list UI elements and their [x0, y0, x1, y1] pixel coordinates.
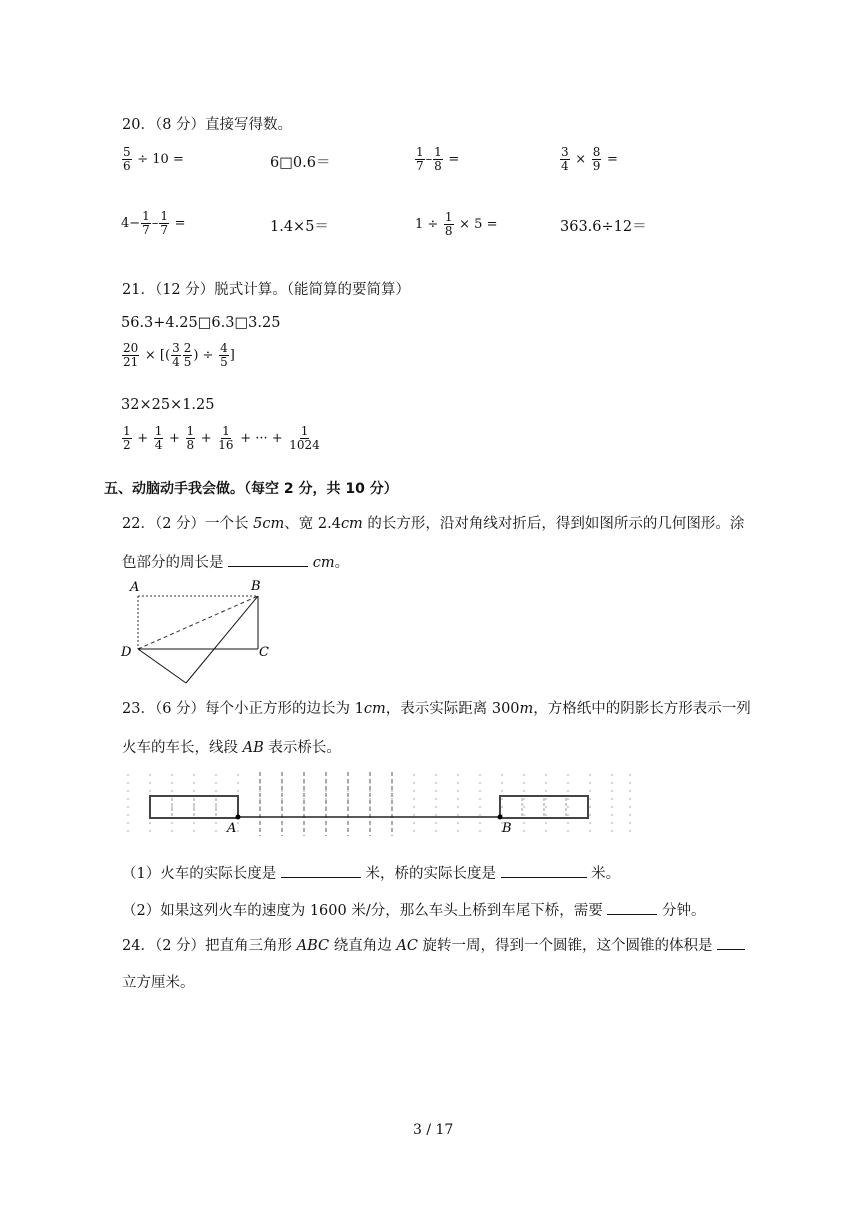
q20-heading: 20．（8 分）直接写得数。: [122, 117, 293, 133]
answer-blank[interactable]: [501, 877, 587, 878]
q21-expr-3: 32×25×1.25: [121, 397, 215, 413]
q20-r1-a: $\frac{5}{6}$ ÷ 10 =: [123, 145, 184, 173]
q20-r1-b: 6□0.6＝: [270, 155, 331, 171]
q20-r2-d: 363.6÷12＝: [560, 219, 647, 235]
section-heading: 五、动脑动手我会做。（每空 2 分，共 10 分）: [104, 481, 398, 497]
label-a: A: [227, 821, 237, 836]
answer-blank[interactable]: [281, 877, 361, 878]
q23-grid-figure: [118, 768, 638, 840]
q20-r1-d: $\frac{3}{4}$ × $\frac{8}{9}$ =: [561, 145, 618, 173]
q20-r1-c: $\frac{1}{7}$ – $\frac{1}{8}$ =: [416, 145, 460, 173]
q24-text-line1: 24．（2 分）把直角三角形 ABC 绕直角边 AC 旋转一周，得到一个圆锥，这个圆锥的体积是: [122, 934, 745, 955]
answer-blank[interactable]: [228, 566, 308, 567]
label-b: B: [251, 579, 261, 594]
label-a: A: [130, 580, 140, 595]
q21-expr-2: $\frac{20}{21}$ × [( $\frac{3}{4}$ $\frac{2}{5}$ ) ÷ $\frac{4}{5}$ ]: [123, 341, 235, 369]
q23-text-line2: 火车的车长，线段 AB 表示桥长。: [122, 740, 341, 756]
label-b: B: [502, 821, 512, 836]
answer-blank[interactable]: [607, 914, 657, 915]
q21-heading: 21．（12 分）脱式计算。（能简算的要简算）: [122, 282, 411, 298]
q21-expr-4: $\frac{1}{2}$ + $\frac{1}{4}$ + $\frac{1}{8}$ + $\frac{1}{16}$ + ··· + $\frac{1}{1024}$: [123, 424, 320, 452]
answer-blank[interactable]: [717, 949, 745, 950]
q22-figure: [118, 574, 278, 692]
q23-text-line1: 23．（6 分）每个小正方形的边长为 1cm，表示实际距离 300m，方格纸中的阴影长方形表示一列: [122, 701, 751, 717]
fraction: $\frac{5}{6}$: [123, 145, 131, 173]
q23-sub1: （1）火车的实际长度是 米，桥的实际长度是 米。: [122, 866, 621, 882]
label-d: D: [121, 645, 132, 660]
page-number: 3 / 17: [413, 1122, 454, 1138]
q20-r2-b: 1.4×5＝: [270, 219, 329, 235]
q22-text-line1: 22．（2 分）一个长 5cm、宽 2.4cm 的长方形，沿对角线对折后，得到如图所示的几何图形。涂: [122, 516, 745, 532]
q23-sub2: （2）如果这列火车的速度为 1600 米/分，那么车头上桥到车尾下桥，需要 分钟。: [122, 903, 706, 919]
q20-r2-c: 1 ÷ $\frac{1}{8}$ × 5 =: [415, 210, 498, 238]
q24-text-line2: 立方厘米。: [122, 975, 195, 991]
q20-r2-a: 4− $\frac{1}{7}$ – $\frac{1}{7}$ =: [121, 209, 186, 237]
q21-expr-1: 56.3+4.25□6.3□3.25: [121, 315, 281, 331]
label-c: C: [259, 645, 269, 660]
q22-text-line2: 色部分的周长是 cm。: [122, 555, 350, 571]
